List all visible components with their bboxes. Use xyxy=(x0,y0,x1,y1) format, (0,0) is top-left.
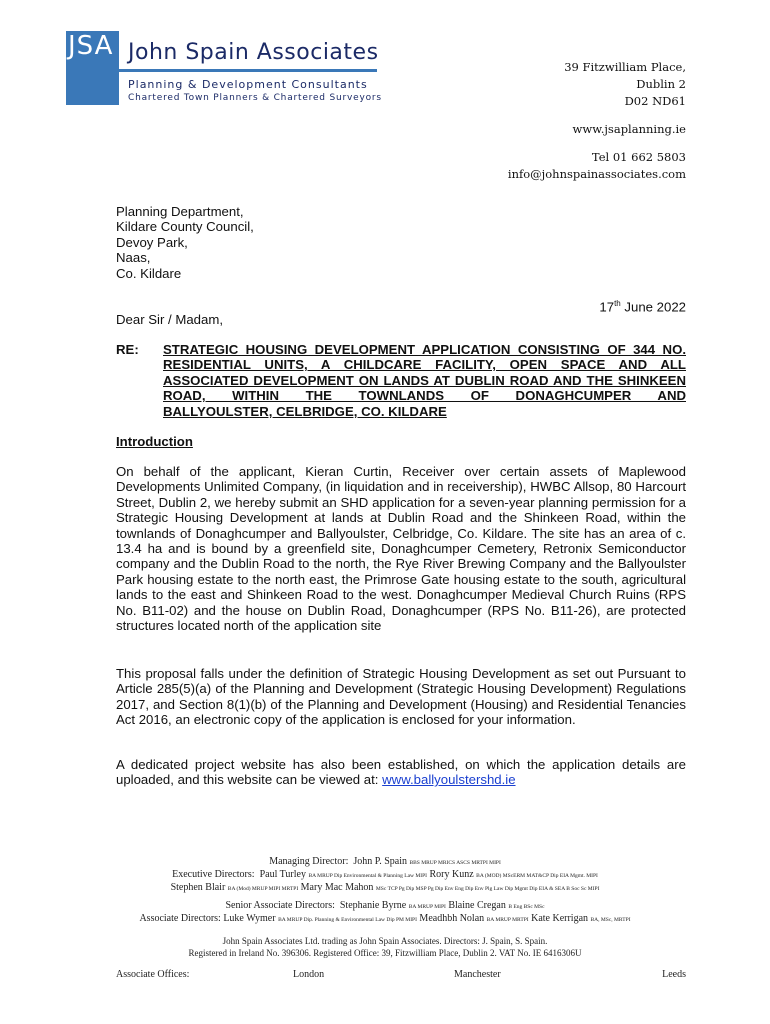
office-london: London xyxy=(293,969,325,980)
senior-quals: BA MRUP MIPI xyxy=(408,904,446,910)
body-paragraph-1: On behalf of the applicant, Kieran Curtin, Receiver over certain assets of Maplewood Developments Unlimited Company, (in liquidation and in receivership), HWBC Allsop, 80 Harcourt Street, Dublin 2, we hereby submit an SHD application for a seven-year planning permission for a Strategic Housing Development at lands at Dublin Road and the Shinkeen Road, within the townlands of Donaghcumper and Ballyoulster, Celbridge, Co. Kildare. The site has an area of c. 13.4 ha and is bound by a greenfield site, Donaghcumper Cemetery, Retronix Semiconductor company and the Dublin Road to the north, the Rye River Brewing Company and the Ballyoulster Park housing estate to the north east, the Primrose Gate housing estate to the south, agricultural lands to the east and Shinkeen Road to the west. Donaghcumper Medieval Church Ruins (RPS No. B11-02) and the house on Dublin Road, Donaghcumper (RPS No. B11-26), are protected structures located north of the application site xyxy=(116,464,686,634)
assoc-name: Meadhbh Nolan xyxy=(419,913,485,924)
recipient-line: Naas, xyxy=(116,250,151,266)
footer-associate-directors xyxy=(0,913,770,924)
sender-address-line: 39 Fitzwilliam Place, xyxy=(564,60,686,74)
exec-label: Executive Directors: xyxy=(172,869,255,880)
exec-name: Paul Turley xyxy=(259,869,306,880)
sender-telephone: Tel 01 662 5803 xyxy=(591,150,686,164)
re-label: RE: xyxy=(116,342,139,357)
recipient-line: Co. Kildare xyxy=(116,265,182,281)
office-manchester: Manchester xyxy=(454,969,501,980)
recipient-line: Devoy Park, xyxy=(116,234,188,250)
logo-mark: JSA xyxy=(66,31,119,105)
md-quals: BBS MRUP MRICS ASCS MRTPI MIPI xyxy=(409,860,501,866)
assoc-label: Associate Directors: xyxy=(139,913,221,924)
sender-address-line: Dublin 2 xyxy=(636,77,686,91)
senior-quals: B Eng BSc MSc xyxy=(508,904,545,910)
assoc-name: Kate Kerrigan xyxy=(531,913,589,924)
offices-label: Associate Offices: xyxy=(116,969,190,980)
footer-senior-associates xyxy=(0,900,770,911)
letter-date xyxy=(599,296,686,315)
assoc-name: Luke Wymer xyxy=(223,913,276,924)
section-heading-introduction: Introduction xyxy=(116,434,193,449)
re-subject xyxy=(163,342,686,419)
senior-name: Stephanie Byrne xyxy=(339,900,407,911)
body-paragraph-3 xyxy=(116,757,686,788)
assoc-quals: BA MRUP Dip. Planning & Environmental Law Dip PM MIPI xyxy=(278,917,417,923)
senior-name: Blaine Cregan xyxy=(448,900,506,911)
exec-quals: BA (MOD) MScERM MAT&CP Dip EIA Mgmt. MIPI xyxy=(476,873,598,879)
sender-email: info@johnspainassociates.com xyxy=(507,167,686,181)
recipient-line: Kildare County Council, xyxy=(116,219,254,235)
company-name: John Spain Associates xyxy=(128,40,379,65)
sender-address xyxy=(508,59,686,183)
md-label: Managing Director: xyxy=(269,856,349,867)
paragraph-3-text: A dedicated project website has also been established, on which the application details are uploaded, and this website can be viewed at: xyxy=(116,757,686,788)
assoc-quals: BA MRUP MRTPI xyxy=(486,917,529,923)
salutation: Dear Sir / Madam, xyxy=(116,312,223,327)
office-leeds: Leeds xyxy=(662,969,686,980)
company-credentials: Chartered Town Planners & Chartered Surveyors xyxy=(128,93,382,103)
md-name: John P. Spain xyxy=(353,856,407,867)
date-day: 17 xyxy=(599,299,615,315)
date-month-year: June 2022 xyxy=(620,299,686,315)
assoc-quals: BA, MSc, MRTPI xyxy=(590,917,631,923)
sender-website: www.jsaplanning.ie xyxy=(572,122,686,136)
logo-divider xyxy=(119,69,377,72)
exec-quals: BA MRUP Dip Environmental & Planning Law MIPI xyxy=(308,873,427,879)
senior-label: Senior Associate Directors: xyxy=(225,900,335,911)
re-subject-last: BALLYOULSTER, CELBRIDGE, CO. KILDARE xyxy=(163,403,447,419)
footer-trading-info: John Spain Associates Ltd. trading as John Spain Associates. Directors: J. Spain, S. Spain. xyxy=(222,936,548,946)
body-paragraph-2: This proposal falls under the definition of Strategic Housing Development as set out Pursuant to Article 285(5)(a) of the Planning and Development (Strategic Housing Development) Regulations 2017, and Section 8(1)(b) of the Planning and Development (Housing) and Residential Tenancies Act 2016, an electronic copy of the application is enclosed for your information. xyxy=(116,666,686,728)
re-subject-main: STRATEGIC HOUSING DEVELOPMENT APPLICATION CONSISTING OF 344 NO. RESIDENTIAL UNITS, A CHILDCARE FACILITY, OPEN SPACE AND ALL ASSOCIATED DEVELOPMENT ON LANDS AT DUBLIN ROAD AND THE SHINKEEN ROAD, WITHIN THE TOWNLANDS OF DONAGHCUMPER AND xyxy=(163,342,686,404)
exec-name: Rory Kunz xyxy=(429,869,474,880)
project-website-link[interactable]: www.ballyoulstershd.ie xyxy=(382,772,516,788)
exec-name: Mary Mac Mahon xyxy=(300,882,374,893)
footer-managing-director xyxy=(0,856,770,867)
sender-address-line: D02 ND61 xyxy=(624,94,686,108)
recipient-line: Planning Department, xyxy=(116,204,244,219)
recipient-address xyxy=(116,204,254,281)
company-logo xyxy=(66,31,386,107)
footer-executive-directors-1 xyxy=(0,869,770,880)
exec-quals: BA (Mod) MRUP MIPI MRTPI xyxy=(227,886,299,892)
exec-quals: MSc TCP Pg Dip MSP Pg Dip Env Eng Dip Env Plg Law Dip Mgmt Dip EIA & SEA B Soc Sc MIPI xyxy=(375,886,600,892)
date-suffix: th xyxy=(614,299,621,308)
footer-executive-directors-2 xyxy=(0,882,770,893)
exec-name: Stephen Blair xyxy=(170,882,226,893)
footer-registration: Registered in Ireland No. 396306. Registered Office: 39, Fitzwilliam Place, Dublin 2. VAT No. IE 6416306U xyxy=(188,948,582,958)
company-subtitle: Planning & Development Consultants xyxy=(128,78,368,91)
